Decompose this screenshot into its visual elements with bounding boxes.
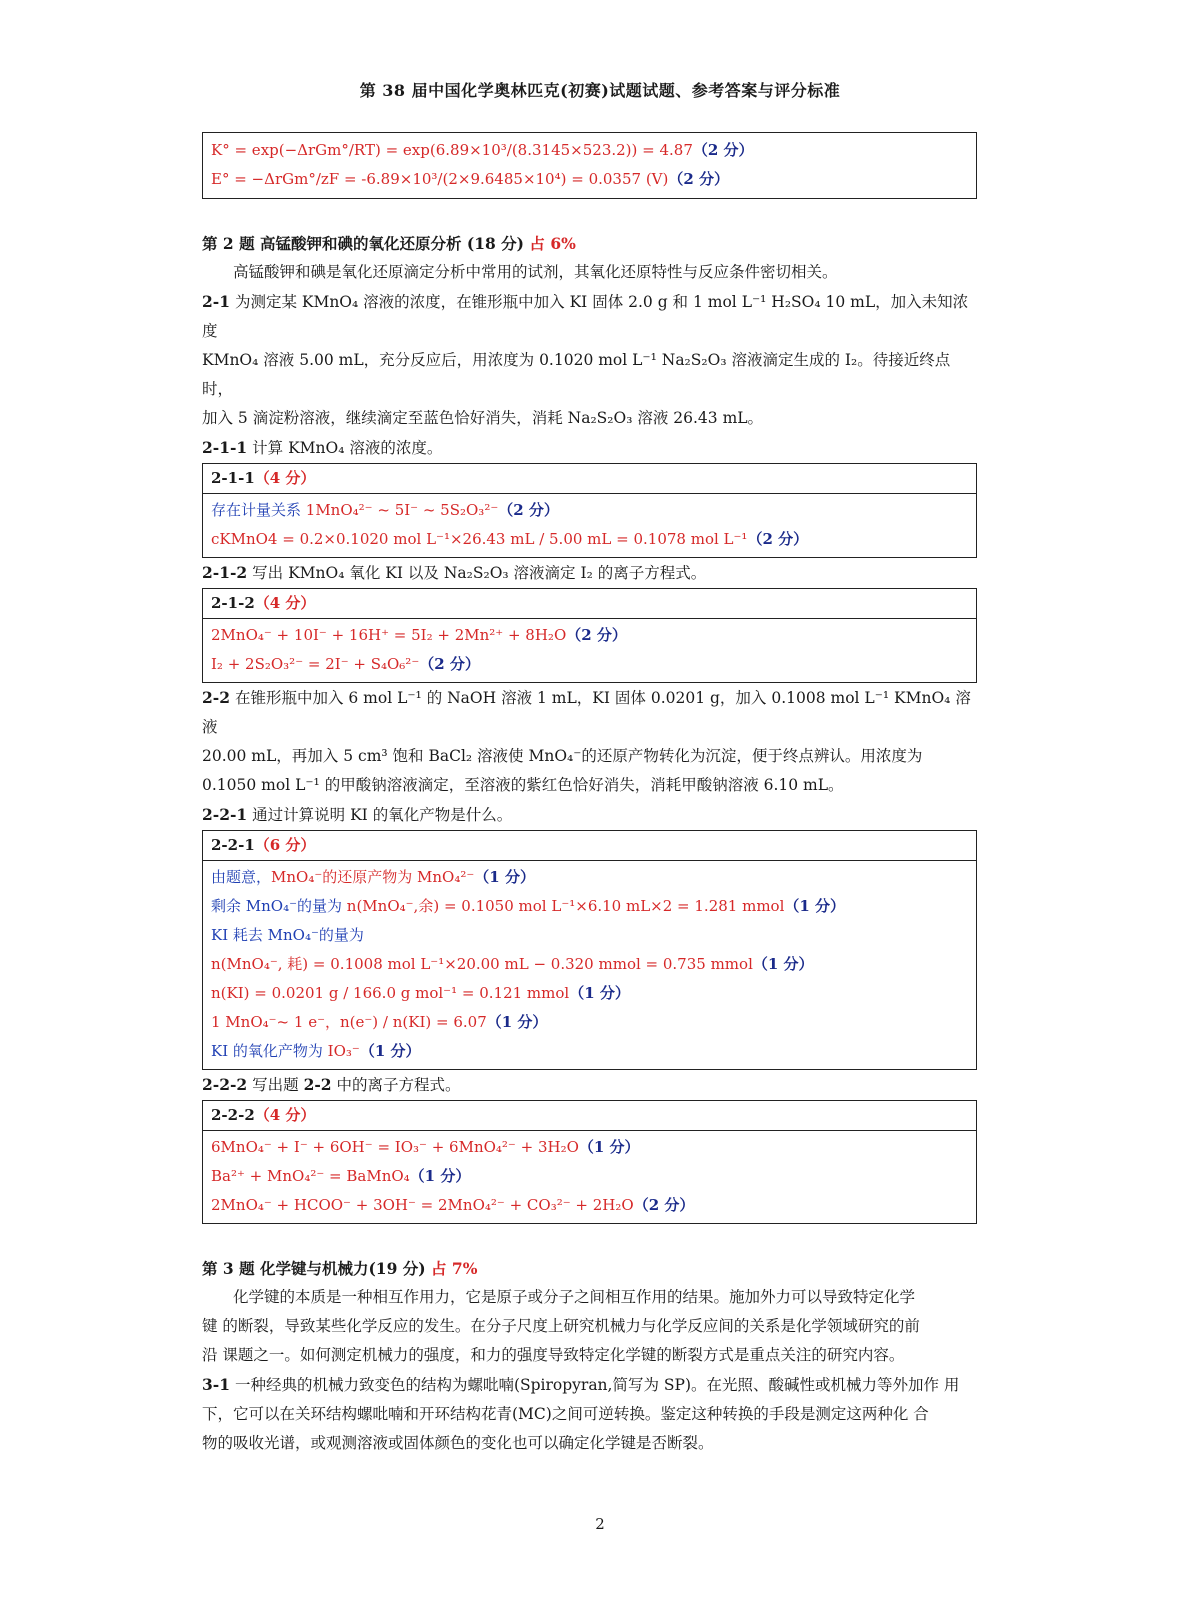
answer-line: E° = −ΔrGm°/zF = -6.89×10³/(2×9.6485×10⁴) = 0.0357 (V)（2 分） [211, 170, 730, 188]
page-content [202, 132, 977, 1458]
answer-box-2-1-1 [202, 463, 977, 558]
sub-question: 2-2-1 通过计算说明 KI 的氧化产物是什么。 [202, 805, 513, 824]
question-paragraph-line: KMnO₄ 溶液 5.00 mL，充分反应后，用浓度为 0.1020 mol L⁻¹ Na₂S₂O₃ 溶液滴定生成的 I₂。待接近终点时， [202, 351, 951, 398]
answer-line: 2MnO₄⁻ + HCOO⁻ + 3OH⁻ = 2MnO₄²⁻ + CO₃²⁻ + 2H₂O（2 分） [211, 1196, 695, 1214]
sub-question: 2-1-1 计算 KMnO₄ 溶液的浓度。 [202, 438, 443, 457]
answer-line: 2MnO₄⁻ + 10I⁻ + 16H⁺ = 5I₂ + 2Mn²⁺ + 8H₂O（2 分） [211, 626, 627, 644]
question-paragraph: 2-2 在锥形瓶中加入 6 mol L⁻¹ 的 NaOH 溶液 1 mL，KI 固体 0.0201 g，加入 0.1008 mol L⁻¹ KMnO₄ 溶液 [202, 688, 971, 736]
answer-box-header: 2-2-1（6 分） [203, 831, 976, 861]
answer-line: n(KI) = 0.0201 g / 166.0 g mol⁻¹ = 0.121 mmol（1 分） [211, 984, 630, 1002]
sub-question: 2-1-2 写出 KMnO₄ 氧化 KI 以及 Na₂S₂O₃ 溶液滴定 I₂ 的离子方程式。 [202, 563, 707, 582]
answer-box-header: 2-1-2（4 分） [203, 589, 976, 619]
question-paragraph-line: 沿 课题之一。如何测定机械力的强度，和力的强度导致特定化学键的断裂方式是重点关注的研究内容。 [202, 1346, 905, 1364]
question-heading: 第 3 题 化学键与机械力(19 分) 占 7% [202, 1259, 478, 1278]
answer-box-header: 2-1-1（4 分） [203, 464, 976, 494]
answer-line: 1 MnO₄⁻~ 1 e⁻，n(e⁻) / n(KI) = 6.07（1 分） [211, 1013, 548, 1031]
question-intro: 高锰酸钾和碘是氧化还原滴定分析中常用的试剂，其氧化还原特性与反应条件密切相关。 [233, 263, 838, 281]
answer-line: KI 耗去 MnO₄⁻的量为 [211, 926, 364, 944]
answer-line: Ba²⁺ + MnO₄²⁻ = BaMnO₄（1 分） [211, 1167, 471, 1185]
answer-box-equilibrium [202, 132, 977, 199]
page-title: 第 38 届中国化学奥林匹克(初赛)试题试题、参考答案与评分标准 [359, 81, 841, 100]
answer-line: n(MnO₄⁻, 耗) = 0.1008 mol L⁻¹×20.00 mL − 0.320 mmol = 0.735 mmol（1 分） [211, 955, 814, 973]
page-number: 2 [595, 1515, 605, 1533]
answer-line: 6MnO₄⁻ + I⁻ + 6OH⁻ = IO₃⁻ + 6MnO₄²⁻ + 3H₂O（1 分） [211, 1138, 640, 1156]
question-paragraph-line: 加入 5 滴淀粉溶液，继续滴定至蓝色恰好消失，消耗 Na₂S₂O₃ 溶液 26.43 mL。 [202, 409, 764, 427]
answer-line: cKMnO4 = 0.2×0.1020 mol L⁻¹×26.43 mL / 5.00 mL = 0.1078 mol L⁻¹（2 分） [211, 530, 809, 548]
answer-box-header: 2-2-2（4 分） [203, 1101, 976, 1131]
question-paragraph: 3-1 一种经典的机械力致变色的结构为螺吡喃(Spiropyran,简写为 SP)。在光照、酸碱性或机械力等外加作 用 [202, 1375, 960, 1394]
question-heading: 第 2 题 高锰酸钾和碘的氧化还原分析 (18 分) 占 6% [202, 234, 576, 253]
question-paragraph-line: 键 的断裂，导致某些化学反应的发生。在分子尺度上研究机械力与化学反应间的关系是化学领域研究的前 [202, 1317, 920, 1335]
question-paragraph-line: 20.00 mL，再加入 5 cm³ 饱和 BaCl₂ 溶液使 MnO₄⁻的还原产物转化为沉淀，便于终点辨认。用浓度为 [202, 747, 923, 765]
percentage-badge: 占 6% [529, 234, 576, 253]
answer-line: K° = exp(−ΔrGm°/RT) = exp(6.89×10³/(8.3145×523.2)) = 4.87（2 分） [211, 141, 754, 159]
question-paragraph-line: 下，它可以在关环结构螺吡喃和开环结构花青(MC)之间可逆转换。鉴定这种转换的手段是测定这两种化 合 [202, 1405, 929, 1423]
percentage-badge: 占 7% [431, 1259, 478, 1278]
question-paragraph: 2-1 为测定某 KMnO₄ 溶液的浓度，在锥形瓶中加入 KI 固体 2.0 g 和 1 mol L⁻¹ H₂SO₄ 10 mL，加入未知浓度 [202, 292, 969, 340]
sub-question: 2-2-2 写出题 2-2 中的离子方程式。 [202, 1075, 461, 1094]
question-paragraph-line: 化学键的本质是一种相互作用力，它是原子或分子之间相互作用的结果。施加外力可以导致特定化学 [233, 1288, 916, 1306]
answer-line: I₂ + 2S₂O₃²⁻ = 2I⁻ + S₄O₆²⁻（2 分） [211, 655, 480, 673]
answer-line: 剩余 MnO₄⁻的量为 n(MnO₄⁻,余) = 0.1050 mol L⁻¹×6.10 mL×2 = 1.281 mmol（1 分） [211, 897, 846, 915]
answer-box-2-2-2 [202, 1100, 977, 1224]
answer-box-2-2-1 [202, 830, 977, 1070]
answer-line: KI 的氧化产物为 IO₃⁻（1 分） [211, 1042, 421, 1060]
answer-line: 由题意，MnO₄⁻的还原产物为 MnO₄²⁻（1 分） [211, 868, 535, 886]
question-paragraph-line: 0.1050 mol L⁻¹ 的甲酸钠溶液滴定，至溶液的紫红色恰好消失，消耗甲酸钠溶液 6.10 mL。 [202, 776, 844, 794]
answer-line: 存在计量关系 1MnO₄²⁻ ~ 5I⁻ ~ 5S₂O₃²⁻（2 分） [211, 501, 559, 519]
question-paragraph-line: 物的吸收光谱，或观测溶液或固体颜色的变化也可以确定化学键是否断裂。 [202, 1434, 714, 1452]
answer-box-2-1-2 [202, 588, 977, 683]
